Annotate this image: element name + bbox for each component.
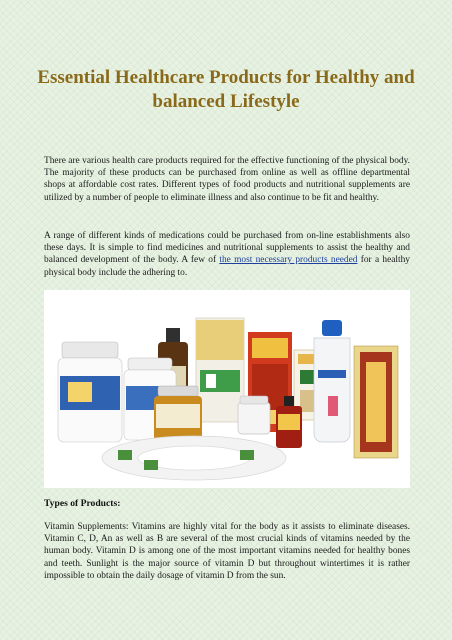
honey-jar-product [154, 386, 202, 444]
paragraph-text-before-link: A range of different kinds of medications could be purchased from on-line establishments also these days. It is simple to find medicines and nutritional supplements to assist the healthy and balanced development of the body. A few of [44, 231, 410, 266]
section-heading: Types of Products: [44, 498, 121, 509]
small-white-jar [238, 396, 270, 434]
necessary-products-link[interactable]: the most necessary products needed [219, 255, 358, 266]
paragraph-text-after-link: for a healthy physical body include the adhering to. [44, 255, 410, 278]
box-product [196, 318, 244, 422]
intro-paragraph: There are various health care products required for the effective functioning of the physical body. The majority of these products can be purchased from online as well as offline departmental shops at affordable cost rates. Different types of food products and nutritional supplements are utilized by a number of people to eliminate illness and also continue to be fit and healthy. [44, 156, 410, 203]
medications-paragraph [44, 230, 410, 279]
document-title: Essential Healthcare Products for Healthy and balanced Lifestyle [37, 67, 415, 112]
white-bottle-product [314, 320, 350, 442]
medical-tape-roll [102, 436, 286, 480]
vitamin-paragraph: Vitamin Supplements: Vitamins are highly vital for the body as it assists to eliminate diseases. Vitamin C, D, An as well as B are several of the most crucial kinds of vitamins needed by the human body. Vitamin D is among one of the most important vitamins needed for healthy bones and teeth. Sunlight is the major source of vitamin D but throughout wintertimes it is rather impossible to obtain the daily dosage of vitamin D from the sun. [44, 522, 410, 581]
health-products-photo [44, 290, 410, 488]
tall-box-product [354, 346, 398, 458]
pill-jar-left [58, 342, 122, 442]
